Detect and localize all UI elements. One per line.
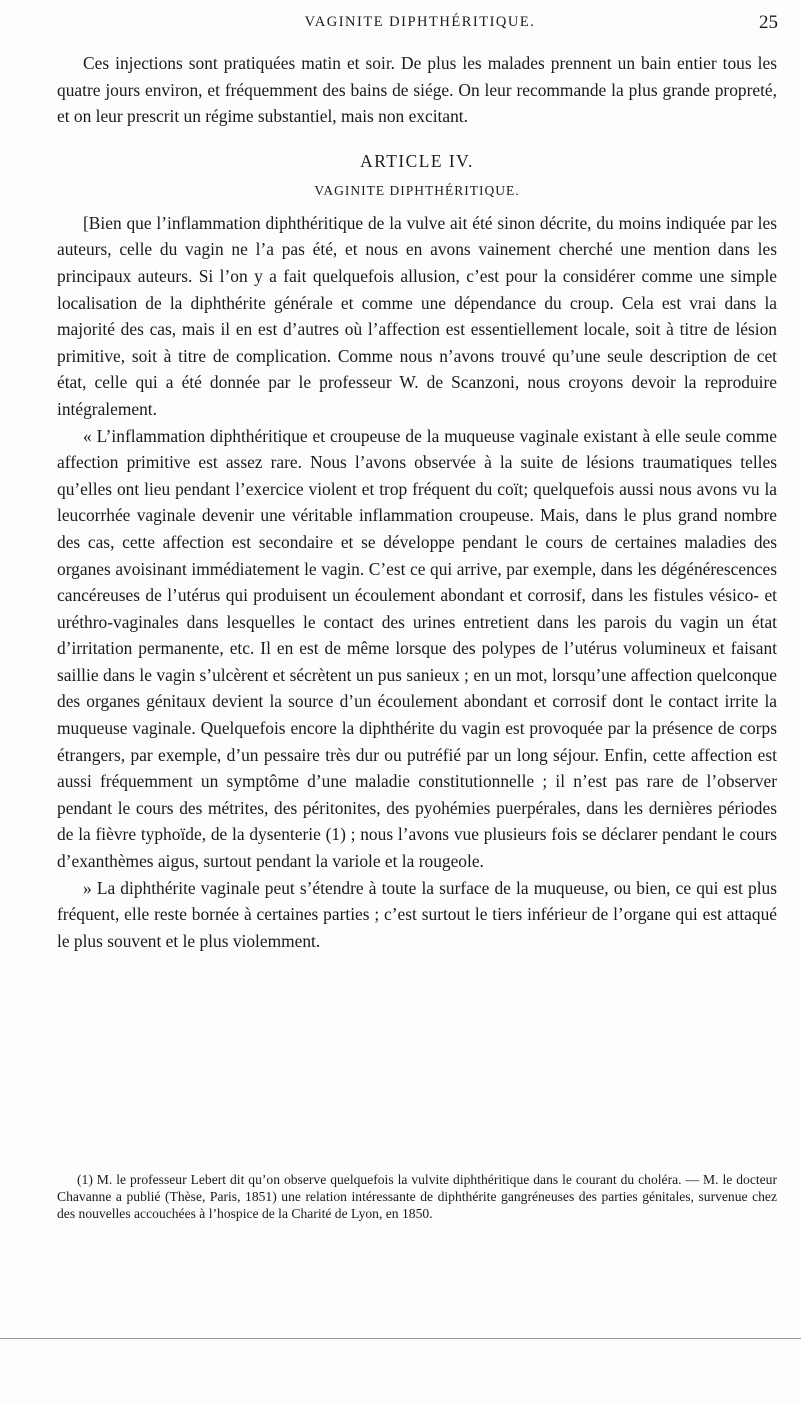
body-text xyxy=(57,50,777,954)
paragraph-1: [Bien que l’inflammation diphthéritique de la vulve ait été sinon décrite, du moins indiquée par les auteurs, celle du vagin ne l’a pas été, et nous en avons vainement cherché une mention dans les principaux auteurs. Si l’on y a fait quelquefois allusion, c’est pour la considérer comme une simple localisation de la diphthérite générale et comme une dépendance du croup. Cela est vrai dans la majorité des cas, mais il en est d’autres où l’affection est essentiellement locale, soit à titre de lésion primitive, soit à titre de complication. Comme nous n’avons trouvé qu’une seule description de cet état, celle qui a été donnée par le professeur W. de Scanzoni, nous croyons devoir la reproduire intégralement. xyxy=(57,212,777,419)
page-number: 25 xyxy=(759,12,778,33)
footnote-1: (1) M. le professeur Lebert dit qu’on observe quelquefois la vulvite diphthéritique dans le courant du choléra. — M. le docteur Chavanne a publié (Thèse, Paris, 1851) une relation intéressante de diphthérite gangréneuses des parties génitales, survenue chez des nouvelles accouchées à l’hospice de la Charité de Lyon, en 1850. xyxy=(57,1172,777,1221)
paragraph-3: » La diphthérite vaginale peut s’étendre à toute la surface de la muqueuse, ou bien, ce qui est plus fréquent, elle reste bornée à certaines parties ; c’est surtout le tiers inférieur de l’organe qui est attaqué le plus souvent et le plus violemment. xyxy=(57,877,777,951)
article-subtitle: VAGINITE DIPHTHÉRITIQUE. xyxy=(314,182,520,198)
running-title: VAGINITE DIPHTHÉRITIQUE. xyxy=(304,14,536,30)
intro-paragraph: Ces injections sont pratiquées matin et soir. De plus les malades prennent un bain entier tous les quatre jours environ, et fréquemment des bains de siége. On leur recommande la plus grande propreté, et on leur prescrit un régime substantiel, mais non excitant. xyxy=(57,53,777,127)
running-head xyxy=(60,14,780,38)
footnotes xyxy=(57,1172,777,1222)
bottom-rule xyxy=(0,1338,801,1339)
article-title: ARTICLE IV. xyxy=(360,150,474,171)
paragraph-2: « L’inflammation diphthéritique et croupeuse de la muqueuse vaginale existant à elle seule comme affection primitive est assez rare. Nous l’avons observée à la suite de lésions traumatiques telles qu’elles ont lieu pendant l’exercice violent et trop fréquent du coït; quelquefois aussi nous avons vu la leucorrhée vaginale devenir une véritable inflammation croupeuse. Mais, dans le plus grand nombre des cas, cette affection est secondaire et se développe pendant le cours de certaines maladies des organes avoisinant immédiatement le vagin. C’est ce qui arrive, par exemple, dans les dégénérescences cancéreuses de l’utérus qui produisent un écoulement abondant et corrosif, dans les fistules vésico- et uréthro-vaginales dans lesquelles le contact des urines entretient dans les parois du vagin un état d’irritation permanente, etc. Il en est de même lorsque des polypes de l’utérus volumineux et faisant saillie dans le vagin s’ulcèrent et sécrètent un pus sanieux ; en un mot, lorsqu’une affection quelconque des organes génitaux devient la source d’un écoulement abondant et corrosif dont le contact irrite la muqueuse vaginale. Quelquefois encore la diphthérite du vagin est provoquée par la présence de corps étrangers, par exemple, d’un pessaire très dur ou putréfié par un long séjour. Enfin, cette affection est aussi fréquemment un symptôme d’une maladie constitutionnelle ; il n’est pas rare de l’observer pendant le cours des métrites, des péritonites, des pyohémies puerpérales, dans les dernières périodes de la fièvre typhoïde, de la dysenterie (1) ; nous l’avons vue plusieurs fois se déclarer pendant le cours d’exanthèmes aigus, surtout pendant la variole et la rougeole. xyxy=(57,425,777,872)
